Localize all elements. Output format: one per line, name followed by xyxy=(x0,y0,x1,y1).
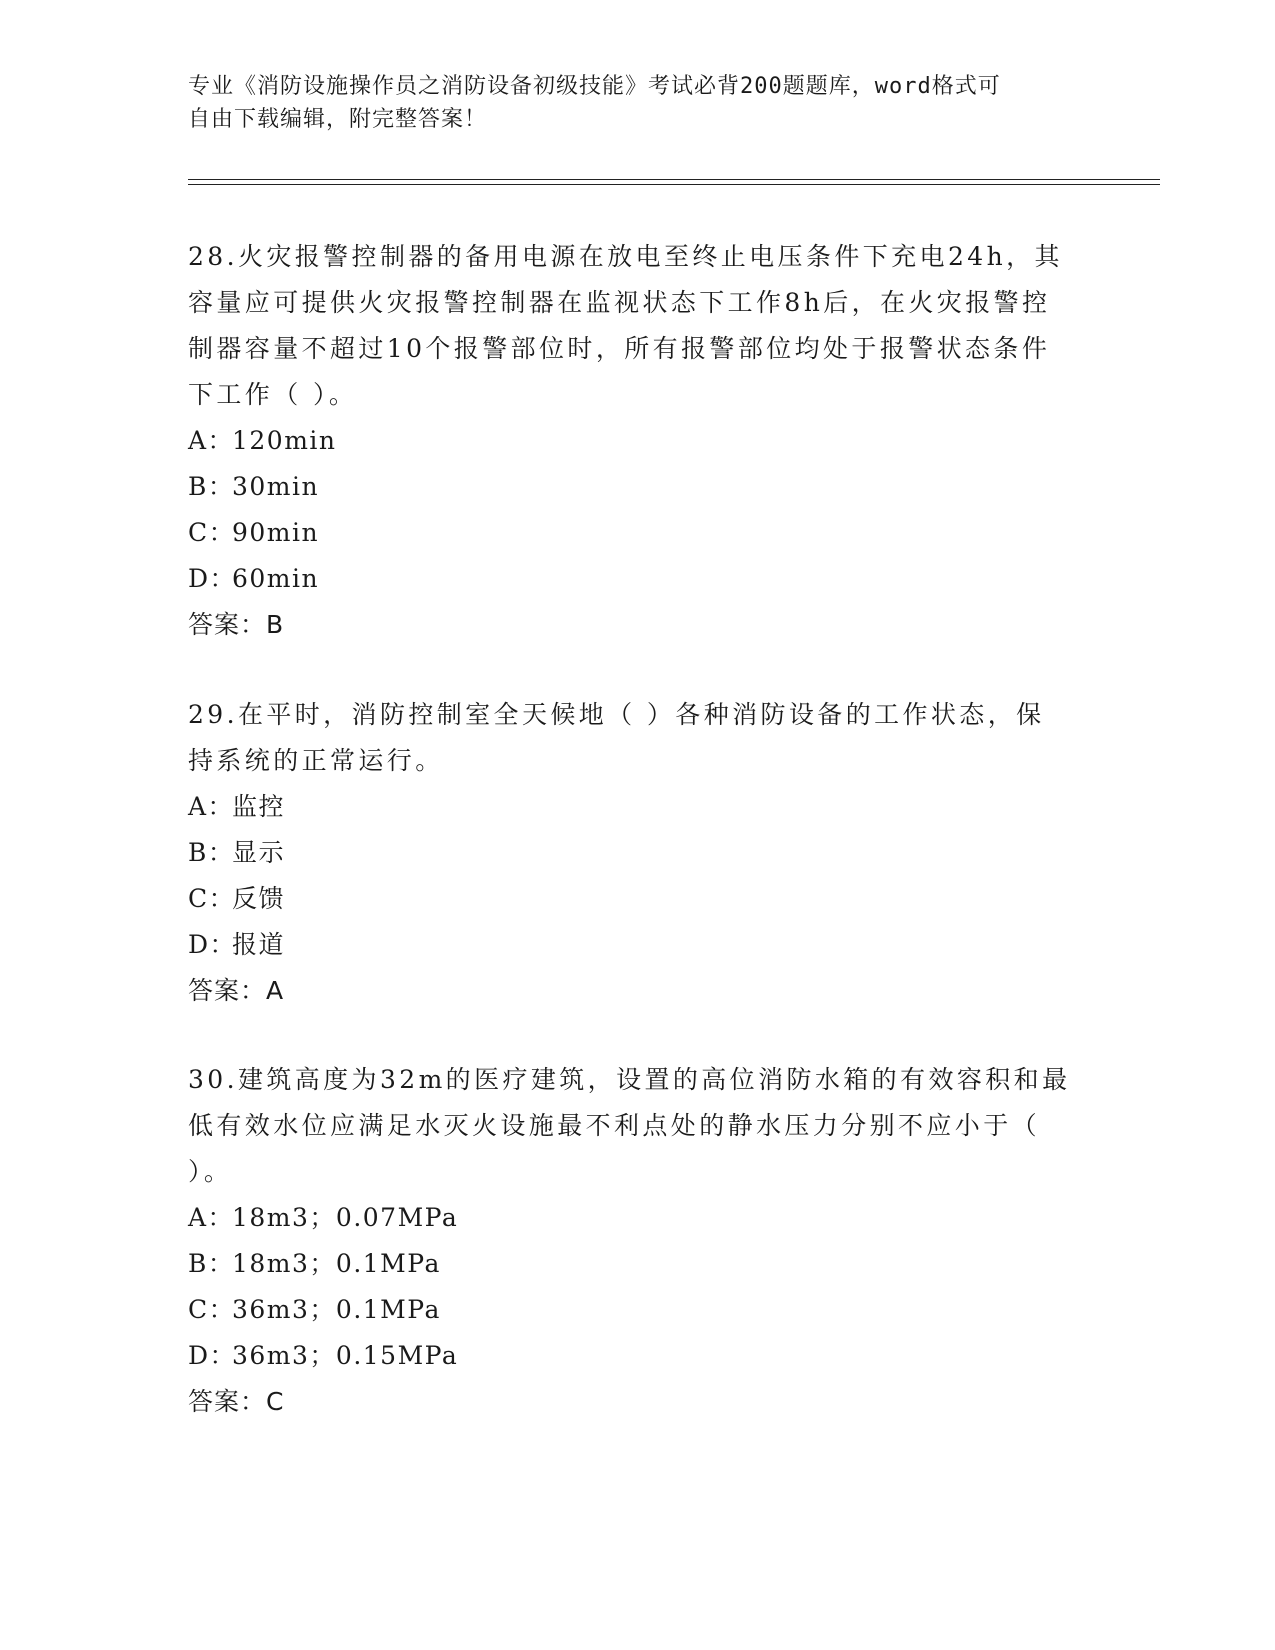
option-key: B： xyxy=(188,838,235,867)
option-a xyxy=(188,418,1088,464)
option-key: C： xyxy=(188,518,236,547)
option-key: B： xyxy=(188,1249,235,1278)
option-text: 显示 xyxy=(232,838,286,867)
option-text: 监控 xyxy=(232,792,286,821)
answer-line: 答案：B xyxy=(188,610,285,639)
option-text: 反馈 xyxy=(232,884,286,913)
answer-line: 答案：A xyxy=(188,976,285,1005)
stem-line: 持系统的正常运行。 xyxy=(188,746,444,775)
question-30 xyxy=(188,1057,1088,1425)
option-b xyxy=(188,830,1088,876)
option-text: 报道 xyxy=(232,930,286,959)
header-divider-top xyxy=(188,179,1160,180)
option-key: D： xyxy=(188,930,237,959)
option-key: A： xyxy=(188,1203,235,1232)
option-c xyxy=(188,876,1088,922)
option-c xyxy=(188,1287,1088,1333)
option-a xyxy=(188,1195,1088,1241)
document-header xyxy=(188,70,1068,136)
option-d xyxy=(188,556,1088,602)
question-stem xyxy=(188,234,1088,418)
option-key: B： xyxy=(188,472,235,501)
option-text: 36m3；0.1MPa xyxy=(232,1295,441,1324)
header-line-2: 自由下载编辑，附完整答案！ xyxy=(188,107,488,132)
option-text: 18m3；0.1MPa xyxy=(232,1249,441,1278)
stem-line: 制器容量不超过10个报警部位时，所有报警部位均处于报警状态条件 xyxy=(188,334,1051,363)
option-d xyxy=(188,1333,1088,1379)
option-d xyxy=(188,922,1088,968)
option-text: 18m3；0.07MPa xyxy=(232,1203,459,1232)
option-text: 60min xyxy=(232,564,320,593)
option-text: 120min xyxy=(232,426,337,455)
option-key: C： xyxy=(188,884,236,913)
stem-line: 29.在平时，消防控制室全天候地（ ）各种消防设备的工作状态，保 xyxy=(188,700,1045,729)
option-b xyxy=(188,464,1088,510)
header-line-1: 专业《消防设施操作员之消防设备初级技能》考试必背200题题库，word格式可 xyxy=(188,74,1001,99)
option-text: 30min xyxy=(232,472,320,501)
option-text: 90min xyxy=(232,518,320,547)
stem-line: 28.火灾报警控制器的备用电源在放电至终止电压条件下充电24h，其 xyxy=(188,242,1063,271)
option-a xyxy=(188,784,1088,830)
stem-line: 低有效水位应满足水灭火设施最不利点处的静水压力分别不应小于（ xyxy=(188,1111,1041,1140)
option-key: D： xyxy=(188,564,237,593)
option-key: A： xyxy=(188,426,235,455)
option-key: D： xyxy=(188,1341,237,1370)
stem-line: 下工作（ ）。 xyxy=(188,380,358,409)
option-b xyxy=(188,1241,1088,1287)
header-divider-bottom xyxy=(188,184,1160,185)
option-c xyxy=(188,510,1088,556)
stem-line: 容量应可提供火灾报警控制器在监视状态下工作8h后，在火灾报警控 xyxy=(188,288,1051,317)
question-28 xyxy=(188,234,1088,648)
option-text: 36m3；0.15MPa xyxy=(232,1341,459,1370)
question-stem xyxy=(188,1057,1088,1195)
question-stem xyxy=(188,692,1088,784)
stem-line: 30.建筑高度为32m的医疗建筑，设置的高位消防水箱的有效容积和最 xyxy=(188,1065,1071,1094)
answer-line: 答案：C xyxy=(188,1387,285,1416)
question-29 xyxy=(188,692,1088,1014)
option-key: A： xyxy=(188,792,235,821)
stem-line: ）。 xyxy=(188,1157,233,1186)
option-key: C： xyxy=(188,1295,236,1324)
